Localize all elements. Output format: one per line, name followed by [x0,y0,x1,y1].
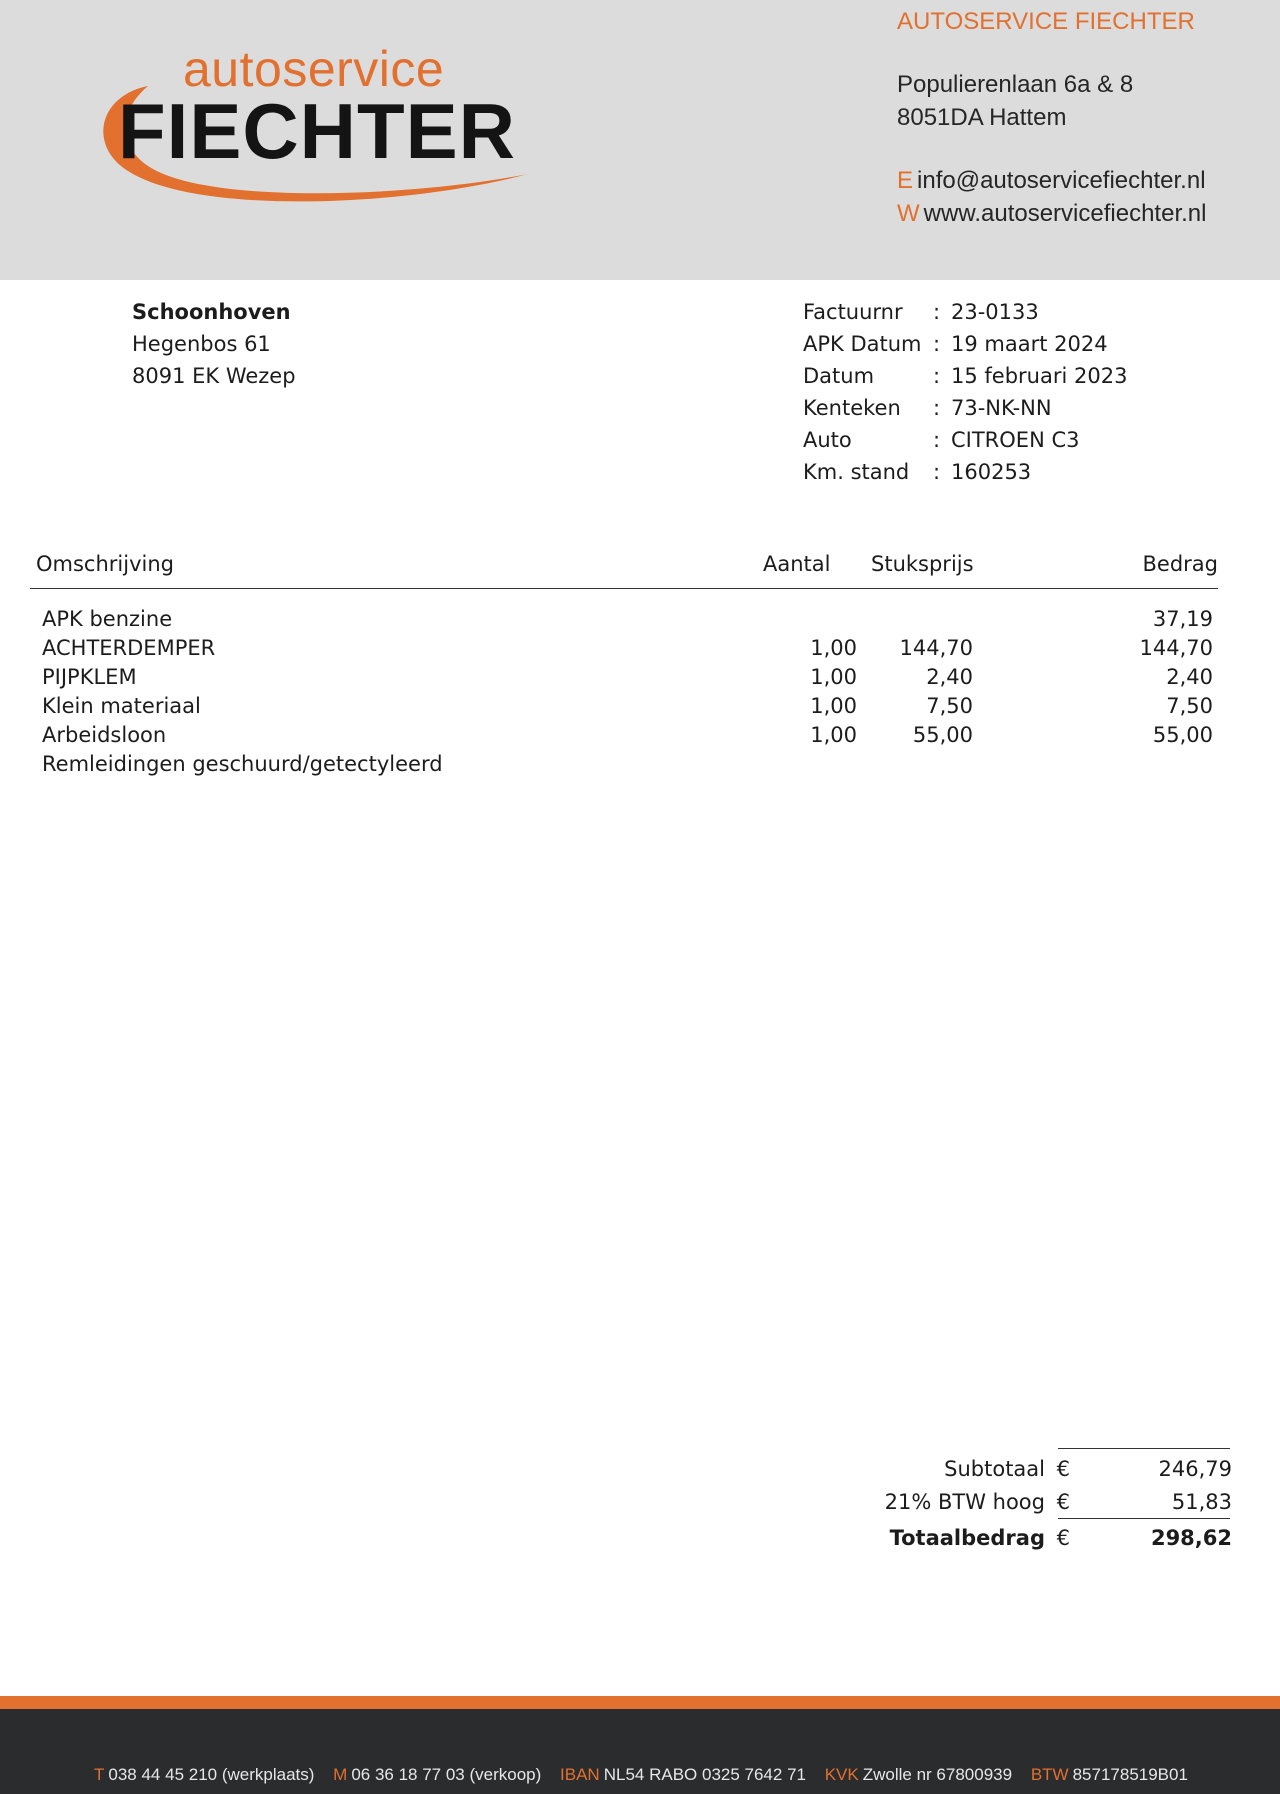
customer-city: 8091 EK Wezep [132,364,296,388]
table-header [30,548,1218,589]
detail-separator: : [933,364,941,388]
company-name: AUTOSERVICE FIECHTER [897,8,1195,35]
invoice-detail-row [803,392,1127,424]
item-unit-price: 7,50 [926,694,973,718]
company-email-row [897,164,1206,197]
vat-label: 21% BTW hoog [884,1490,1045,1514]
invoice-detail-row [803,360,1127,392]
table-row [30,634,1218,663]
subtotal-value: 246,79 [1158,1457,1232,1481]
footer-value: NL54 RABO 0325 7642 71 [603,1765,806,1784]
company-logo [88,36,548,206]
table-row [30,692,1218,721]
item-description: Klein materiaal [42,694,201,718]
footer [0,1709,1280,1794]
footer-value: 06 36 18 77 03 (verkoop) [351,1765,542,1784]
detail-label: Auto [803,428,852,452]
invoice-date: 15 februari 2023 [951,364,1128,388]
invoice-number: 23-0133 [951,300,1039,324]
item-description: Remleidingen geschuurd/getectyleerd [42,752,443,776]
subtotal-currency: € [1056,1457,1070,1481]
item-amount: 144,70 [1139,636,1213,660]
customer-street: Hegenbos 61 [132,332,271,356]
detail-separator: : [933,460,941,484]
footer-label: IBAN [560,1765,600,1784]
table-row [30,663,1218,692]
footer-iban [560,1765,806,1784]
item-description: ACHTERDEMPER [42,636,216,660]
license-plate: 73-NK-NN [951,396,1052,420]
detail-label: Kenteken [803,396,901,420]
item-quantity: 1,00 [810,636,857,660]
company-address-line1: Populierenlaan 6a & 8 [897,71,1134,98]
item-unit-price: 55,00 [912,723,973,747]
footer-mobile [333,1765,541,1784]
company-website[interactable]: www.autoservicefiechter.nl [923,200,1207,227]
company-info [897,8,1206,230]
table-row [30,605,1218,634]
logo-text-small: autoservice [183,41,445,97]
vat-row [800,1485,1235,1519]
footer-label: BTW [1030,1765,1069,1784]
footer-value: 038 44 45 210 (werkplaats) [108,1765,315,1784]
logo-text-big: FIECHTER [118,87,516,175]
customer-name: Schoonhoven [132,300,291,324]
totals-top-rule [1058,1448,1230,1449]
header-amount: Bedrag [1142,552,1218,576]
footer-value: 857178519B01 [1072,1765,1188,1784]
footer-kvk [825,1765,1012,1784]
company-web-row [897,197,1206,230]
invoice-detail-row [803,456,1127,488]
detail-separator: : [933,396,941,420]
letterhead [0,0,1280,280]
item-quantity: 1,00 [810,723,857,747]
footer-label: M [333,1765,348,1784]
item-amount: 37,19 [1152,607,1213,631]
invoice-detail-row [803,328,1127,360]
detail-separator: : [933,428,941,452]
detail-separator: : [933,300,941,324]
item-unit-price: 144,70 [899,636,973,660]
detail-label: APK Datum [803,332,922,356]
header-quantity: Aantal [763,552,831,576]
item-description: PIJPKLEM [42,665,137,689]
detail-label: Datum [803,364,875,388]
car-model: CITROEN C3 [951,428,1080,452]
item-amount: 55,00 [1152,723,1213,747]
total-currency: € [1056,1526,1070,1550]
detail-separator: : [933,332,941,356]
item-amount: 7,50 [1166,694,1213,718]
item-description: Arbeidsloon [42,723,167,747]
item-quantity: 1,00 [810,694,857,718]
company-email[interactable]: info@autoservicefiechter.nl [917,167,1206,194]
table-row [30,721,1218,750]
company-contact [897,164,1206,230]
apk-date: 19 maart 2024 [951,332,1108,356]
detail-label: Km. stand [803,460,910,484]
customer-address [132,296,296,392]
footer-label: KVK [824,1765,859,1784]
invoice-detail-row [803,424,1127,456]
footer-btw [1031,1765,1188,1784]
subtotal-label: Subtotaal [944,1457,1045,1481]
total-row [800,1521,1235,1555]
line-items [30,605,1218,779]
table-row [30,750,1218,779]
item-amount: 2,40 [1166,665,1213,689]
total-value: 298,62 [1150,1526,1232,1550]
mileage: 160253 [951,460,1032,484]
header-unit-price: Stuksprijs [871,552,974,576]
totals-mid-rule [1058,1518,1230,1519]
footer-label: T [94,1765,105,1784]
email-label: E [897,167,914,194]
total-label: Totaalbedrag [889,1526,1045,1550]
item-unit-price: 2,40 [926,665,973,689]
header-description: Omschrijving [36,552,174,576]
subtotal-row [800,1452,1235,1486]
company-address-line2: 8051DA Hattem [897,104,1067,131]
invoice-detail-row [803,296,1127,328]
vat-currency: € [1056,1490,1070,1514]
footer-value: Zwolle nr 67800939 [862,1765,1013,1784]
footer-phone [94,1765,314,1784]
item-quantity: 1,00 [810,665,857,689]
vat-value: 51,83 [1171,1490,1232,1514]
footer-contact-line [94,1765,1202,1785]
detail-label: Factuurnr [803,300,903,324]
footer-accent-bar [0,1696,1280,1709]
web-label: W [897,200,920,227]
invoice-details [803,296,1127,488]
item-description: APK benzine [42,607,173,631]
